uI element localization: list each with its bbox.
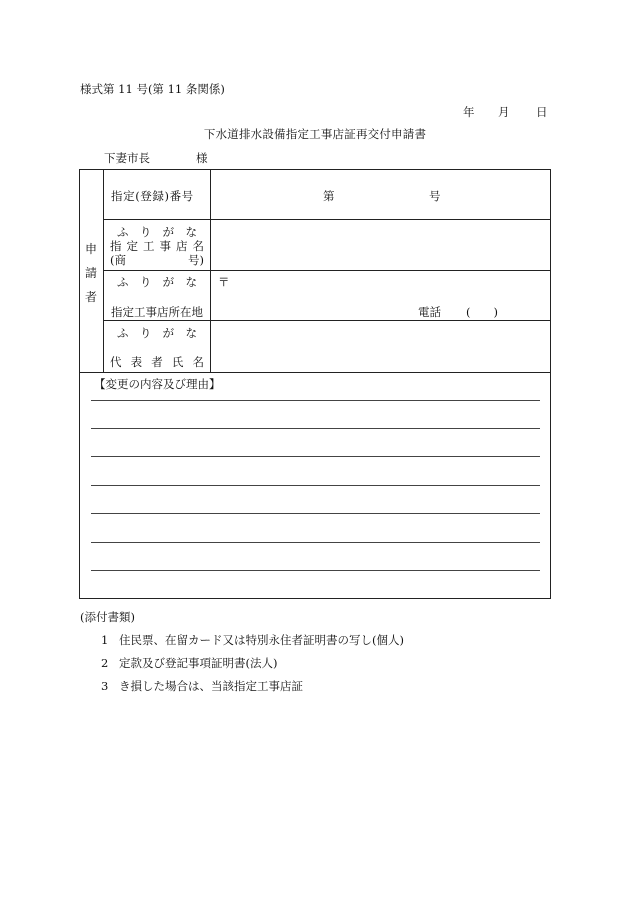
row-divider bbox=[104, 219, 550, 220]
addressee-name: 下妻市長 bbox=[104, 151, 150, 165]
phone-parens: ( ) bbox=[466, 305, 498, 319]
applicant-column bbox=[80, 170, 104, 372]
applicant-label-char: 申 bbox=[85, 242, 98, 256]
furigana-label: ふ り が な bbox=[117, 225, 197, 239]
row-divider bbox=[104, 320, 550, 321]
attachment-item: 2 定款及び登記事項証明書(法人) bbox=[101, 656, 278, 670]
writing-line bbox=[91, 485, 540, 486]
applicant-label-char: 者 bbox=[85, 290, 98, 304]
representative-name-label: 代 表 者 氏 名 bbox=[110, 355, 204, 369]
attachment-item: 3 き損した場合は、当該指定工事店証 bbox=[101, 679, 303, 693]
change-reason-title: 【変更の内容及び理由】 bbox=[94, 377, 221, 391]
form-number: 様式第 11 号(第 11 条関係) bbox=[80, 82, 225, 96]
addressee-honorific: 様 bbox=[196, 151, 208, 165]
writing-line bbox=[91, 542, 540, 543]
writing-line bbox=[91, 456, 540, 457]
attachments-title: (添付書類) bbox=[80, 610, 135, 624]
furigana-label: ふ り が な bbox=[117, 326, 197, 340]
writing-line bbox=[91, 400, 540, 401]
document-title: 下水道排水設備指定工事店証再交付申請書 bbox=[203, 127, 427, 141]
shop-name-label: 指 定 工 事 店 名 bbox=[110, 239, 204, 253]
application-form-table bbox=[79, 169, 551, 599]
date-year-label: 年 bbox=[463, 105, 475, 119]
section-divider bbox=[80, 372, 550, 373]
trade-name-label: (商 号) bbox=[110, 253, 204, 267]
designation-number-prefix: 第 bbox=[323, 189, 335, 203]
writing-line bbox=[91, 513, 540, 514]
furigana-label: ふ り が な bbox=[117, 275, 197, 289]
designation-number-label: 指定(登録)番号 bbox=[111, 189, 194, 203]
phone-label: 電話 bbox=[418, 305, 441, 319]
applicant-label-char: 請 bbox=[85, 266, 98, 280]
date-day-label: 日 bbox=[536, 105, 548, 119]
postal-mark: 〒 bbox=[218, 275, 230, 289]
writing-line bbox=[91, 570, 540, 571]
designation-number-suffix: 号 bbox=[429, 189, 441, 203]
shop-address-label: 指定工事店所在地 bbox=[111, 305, 203, 319]
attachment-item: 1 住民票、在留カード又は特別永住者証明書の写し(個人) bbox=[101, 633, 404, 647]
date-month-label: 月 bbox=[498, 105, 510, 119]
row-divider bbox=[104, 270, 550, 271]
writing-line bbox=[91, 428, 540, 429]
addressee bbox=[104, 150, 208, 166]
